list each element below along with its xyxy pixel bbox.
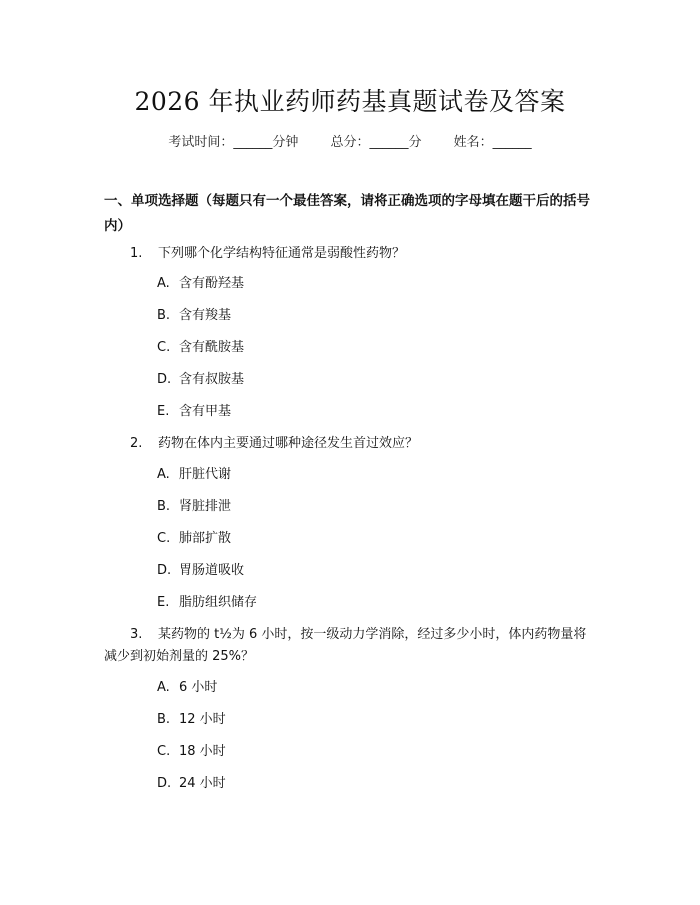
question-text: 某药物的 t½为 6 小时，按一级动力学消除，经过多少小时，体内药物量将减少到初始剂量的 25%？ xyxy=(104,627,587,664)
question-1 xyxy=(104,243,596,265)
question-text: 下列哪个化学结构特征通常是弱酸性药物？ xyxy=(158,246,406,261)
option-text: 6 小时 xyxy=(179,680,218,695)
option-letter: A. xyxy=(157,467,170,482)
option-text: 12 小时 xyxy=(179,712,226,727)
option-letter: B. xyxy=(157,499,171,514)
option-letter: C. xyxy=(157,531,171,546)
name-field: 姓名：______ xyxy=(453,135,532,150)
question-1-option-a xyxy=(157,275,244,293)
option-letter: D. xyxy=(157,776,172,791)
question-number: 2. xyxy=(130,436,143,451)
option-letter: B. xyxy=(157,308,171,323)
option-letter: A. xyxy=(157,276,170,291)
option-letter: E. xyxy=(157,595,170,610)
page-title: 2026 年执业药师药基真题试卷及答案 xyxy=(134,87,566,116)
exam-info-line xyxy=(0,131,700,150)
option-text: 肝脏代谢 xyxy=(179,467,232,482)
option-text: 肾脏排泄 xyxy=(179,499,232,514)
question-text: 药物在体内主要通过哪种途径发生首过效应？ xyxy=(158,436,419,451)
question-1-option-b xyxy=(157,307,231,325)
option-text: 含有酚羟基 xyxy=(179,276,245,291)
question-2-option-a xyxy=(157,466,231,484)
option-letter: C. xyxy=(157,744,171,759)
question-1-option-e xyxy=(157,403,231,421)
option-letter: E. xyxy=(157,404,170,419)
question-1-option-d xyxy=(157,371,244,389)
option-letter: D. xyxy=(157,372,172,387)
section-heading: 一、单项选择题（每题只有一个最佳答案，请将正确选项的字母填在题干后的括号内） xyxy=(104,193,590,234)
question-3-option-b xyxy=(157,711,226,729)
question-number: 1. xyxy=(130,246,143,261)
question-1-option-c xyxy=(157,339,244,357)
question-3-option-a xyxy=(157,679,217,697)
question-2-option-d xyxy=(157,562,244,580)
option-text: 脂肪组织储存 xyxy=(179,595,258,610)
option-text: 含有羧基 xyxy=(179,308,232,323)
option-letter: C. xyxy=(157,340,171,355)
question-2 xyxy=(104,433,596,455)
question-2-option-c xyxy=(157,530,231,548)
option-letter: B. xyxy=(157,712,171,727)
option-text: 18 小时 xyxy=(179,744,226,759)
option-text: 含有叔胺基 xyxy=(179,372,245,387)
question-3 xyxy=(104,624,596,668)
option-text: 含有酰胺基 xyxy=(179,340,245,355)
question-2-option-b xyxy=(157,498,231,516)
option-letter: D. xyxy=(157,563,172,578)
total-score-field: 总分：______分 xyxy=(330,135,422,150)
option-text: 肺部扩散 xyxy=(179,531,232,546)
question-3-option-d xyxy=(157,775,226,793)
question-2-option-e xyxy=(157,594,257,612)
option-letter: A. xyxy=(157,680,170,695)
option-text: 含有甲基 xyxy=(179,404,232,419)
exam-time-field: 考试时间：______分钟 xyxy=(168,135,299,150)
question-number: 3. xyxy=(130,627,143,642)
option-text: 胃肠道吸收 xyxy=(179,563,245,578)
option-text: 24 小时 xyxy=(179,776,226,791)
question-3-option-c xyxy=(157,743,226,761)
